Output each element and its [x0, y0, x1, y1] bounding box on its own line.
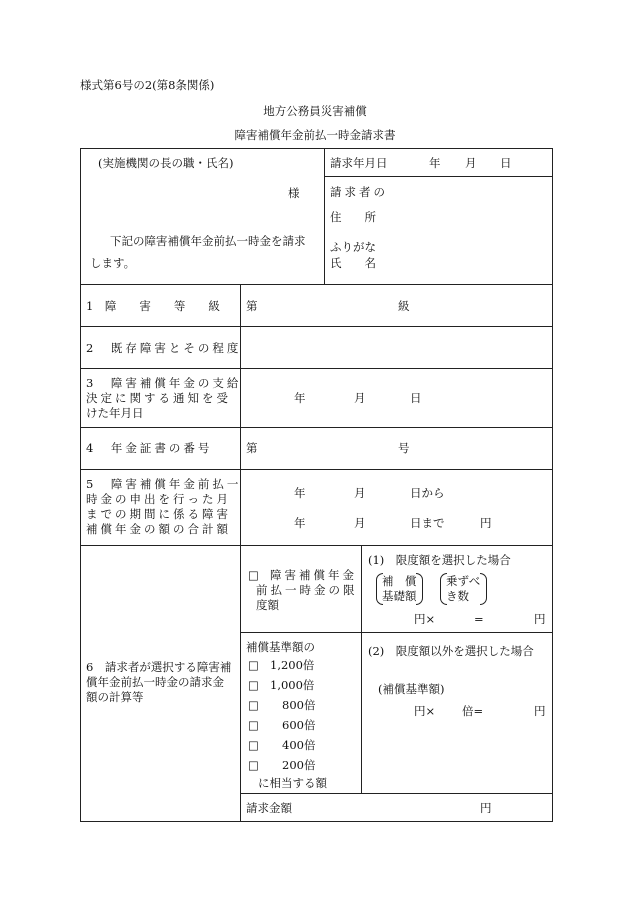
period-to-month: 月: [354, 516, 366, 530]
period-to-year: 年: [294, 516, 306, 530]
case1-formula-en2: 円: [534, 612, 546, 626]
form-title-line1: 地方公務員災害補償: [263, 104, 367, 118]
notice-date-label-2: 決定に関する通知を受: [86, 391, 231, 405]
request-text-line1: 下記の障害補償年金前払一時金を請求: [110, 234, 306, 248]
case2-base-label: (補償基準額): [378, 682, 445, 696]
multiplier-200-checkbox[interactable]: □: [248, 758, 259, 772]
kiso-text-1: 補 償: [382, 574, 417, 588]
limit-text-1: 障害補償年金: [270, 568, 357, 582]
calc-label-2: 償年金前払一時金の請求金: [86, 675, 224, 689]
request-date-month: 月: [465, 156, 477, 170]
furigana-label: ふりがな: [330, 240, 376, 254]
total-amount-en: 円: [480, 801, 492, 815]
case2-title: (2) 限度額以外を選択した場合: [368, 644, 534, 658]
total-label-2: 時金の申出を行った月: [86, 492, 231, 506]
case2-en2: 円: [534, 704, 546, 718]
request-date-day: 日: [500, 156, 512, 170]
existing-disability-label: 2 既存障害とその程度: [86, 341, 242, 355]
period-total-en: 円: [480, 516, 492, 530]
total-label-1: 5 障害補償年金前払一: [86, 477, 242, 491]
kiso-bracket-right: [416, 573, 423, 605]
case2-bai: 倍=: [462, 704, 484, 718]
jou-bracket-right: [480, 573, 487, 605]
grade-dai: 第: [246, 299, 258, 313]
multiplier-400-label: 400倍: [282, 738, 316, 752]
form-number: 様式第6号の2(第8条関係): [80, 78, 215, 92]
period-from-day: 日から: [410, 486, 445, 500]
calc-label-3: 額の計算等: [86, 690, 144, 704]
notice-month: 月: [354, 391, 366, 405]
total-amount-label: 請求金額: [246, 801, 292, 815]
limit-text-2: 前払一時金の限: [256, 583, 358, 597]
cert-go: 号: [398, 441, 410, 455]
notice-year: 年: [294, 391, 306, 405]
form-title-line2: 障害補償年金前払一時金請求書: [234, 128, 396, 142]
name-label: 氏 名: [330, 256, 376, 270]
case2-en: 円×: [414, 704, 436, 718]
case1-formula-en: 円×: [414, 612, 436, 626]
multiplier-1200-label: 1,200倍: [270, 658, 315, 672]
address-label: 住 所: [330, 210, 376, 224]
jou-text-1: 乗ずべ: [446, 574, 481, 588]
multiplier-600-label: 600倍: [282, 718, 316, 732]
notice-date-label-3: けた年月日: [86, 406, 144, 420]
grade-kyu: 級: [398, 299, 410, 313]
multiplier-400-checkbox[interactable]: □: [248, 738, 259, 752]
multiplier-1200-checkbox[interactable]: □: [248, 658, 259, 672]
jou-text-2: き数: [446, 589, 469, 603]
total-label-3: までの期間に係る障害: [86, 507, 231, 521]
period-from-month: 月: [354, 486, 366, 500]
limit-checkbox[interactable]: □: [248, 568, 259, 582]
request-date-year: 年: [429, 156, 441, 170]
cert-dai: 第: [246, 441, 258, 455]
equiv-label: に相当する額: [258, 776, 327, 790]
disability-grade-label: 1 障 害 等 級: [86, 299, 220, 313]
multiplier-1000-checkbox[interactable]: □: [248, 678, 259, 692]
multiplier-1000-label: 1,000倍: [270, 678, 315, 692]
kiso-text-2: 基礎額: [382, 589, 417, 603]
multiplier-800-label: 800倍: [282, 698, 316, 712]
case1-formula-eq: =: [474, 612, 484, 626]
period-from-year: 年: [294, 486, 306, 500]
base-amount-label: 補償基準額の: [246, 640, 315, 654]
period-to-day: 日まで: [410, 516, 445, 530]
calc-label-1: 6 請求者が選択する障害補: [86, 660, 232, 674]
notice-day: 日: [410, 391, 422, 405]
request-text-line2: します。: [90, 256, 136, 270]
multiplier-600-checkbox[interactable]: □: [248, 718, 259, 732]
request-date-label: 請求年月日: [330, 156, 388, 170]
multiplier-200-label: 200倍: [282, 758, 316, 772]
org-head-label: (実施機関の長の職・氏名): [98, 156, 234, 170]
claimant-label: 請求者の: [330, 185, 388, 199]
sama-label: 様: [288, 186, 300, 200]
pension-cert-label: 4 年金証書の番号: [86, 441, 213, 455]
multiplier-800-checkbox[interactable]: □: [248, 698, 259, 712]
total-label-4: 補償年金の額の合計額: [86, 522, 231, 536]
case1-title: (1) 限度額を選択した場合: [368, 553, 511, 567]
limit-text-3: 度額: [256, 598, 279, 612]
notice-date-label-1: 3 障害補償年金の支給: [86, 376, 242, 390]
